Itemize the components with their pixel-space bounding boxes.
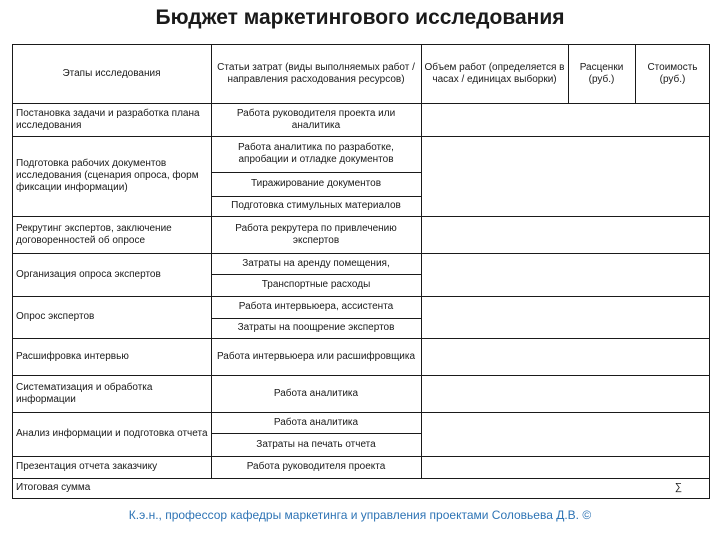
header-cost-items: Статьи затрат (виды выполняемых работ / направления расходования ресурсов): [217, 61, 415, 85]
cost-item-cell: Транспортные расходы: [261, 279, 371, 290]
stage-cell: Организация опроса экспертов: [16, 268, 161, 280]
stage-cell: Подготовка рабочих документов исследования (сценария опроса, форм фиксации информации): [16, 158, 199, 193]
cost-item-cell: Работа интервьюера или расшифровщика: [216, 350, 416, 362]
stage-cell: Анализ информации и подготовка отчета: [16, 428, 208, 439]
stage-cell: Презентация отчета заказчику: [16, 461, 158, 472]
table-border-bottom: [12, 498, 710, 499]
header-rates: Расценки (руб.): [579, 61, 624, 85]
stage-cell: Опрос экспертов: [16, 311, 95, 322]
total-label: Итоговая сумма: [16, 482, 91, 493]
cost-item-cell: Работа аналитика по разработке, апробации и отладке документов: [238, 142, 394, 165]
page-title: Бюджет маркетингового исследования: [155, 6, 565, 29]
stage-cell: Систематизация и обработка информации: [16, 381, 153, 405]
cost-item-cell: Работа аналитика: [273, 387, 359, 399]
cost-item-cell: Тиражирование документов: [250, 178, 382, 189]
header-cost: Стоимость (руб.): [647, 61, 698, 85]
header-volume: Объем работ (определяется в часах / единицах выборки): [424, 61, 565, 85]
column-line: [421, 44, 422, 479]
table-border-right: [709, 44, 710, 499]
stage-cell: Рекрутинг экспертов, заключение договоренностей об опросе: [16, 222, 172, 246]
cost-item-cell: Затраты на аренду помещения,: [242, 257, 390, 269]
table-border-left: [12, 44, 13, 499]
cost-item-cell: Затраты на поощрение экспертов: [237, 322, 395, 333]
cost-item-cell: Работа руководителя проекта: [246, 461, 386, 472]
cost-item-cell: Работа рекрутера по привлечению экспертов: [235, 222, 397, 246]
column-line: [211, 44, 212, 479]
cost-item-cell: Работа аналитика: [273, 416, 359, 428]
cost-item-cell: Работа руководителя проекта или аналитика: [236, 107, 396, 131]
column-line: [568, 44, 569, 104]
header-stages: Этапы исследования: [62, 67, 161, 79]
stage-cell: Расшифровка интервью: [16, 350, 129, 362]
stage-cell: Постановка задачи и разработка плана исследования: [16, 107, 200, 131]
cost-item-cell: Работа интервьюера, ассистента: [238, 301, 394, 312]
total-sum-symbol: ∑: [674, 482, 682, 493]
footer-credit: К.э.н., профессор кафедры маркетинга и управления проектами Соловьева Д.В. ©: [128, 508, 592, 522]
cost-item-cell: Затраты на печать отчета: [256, 438, 376, 450]
cost-item-cell: Подготовка стимульных материалов: [231, 200, 401, 211]
column-line: [635, 44, 636, 104]
